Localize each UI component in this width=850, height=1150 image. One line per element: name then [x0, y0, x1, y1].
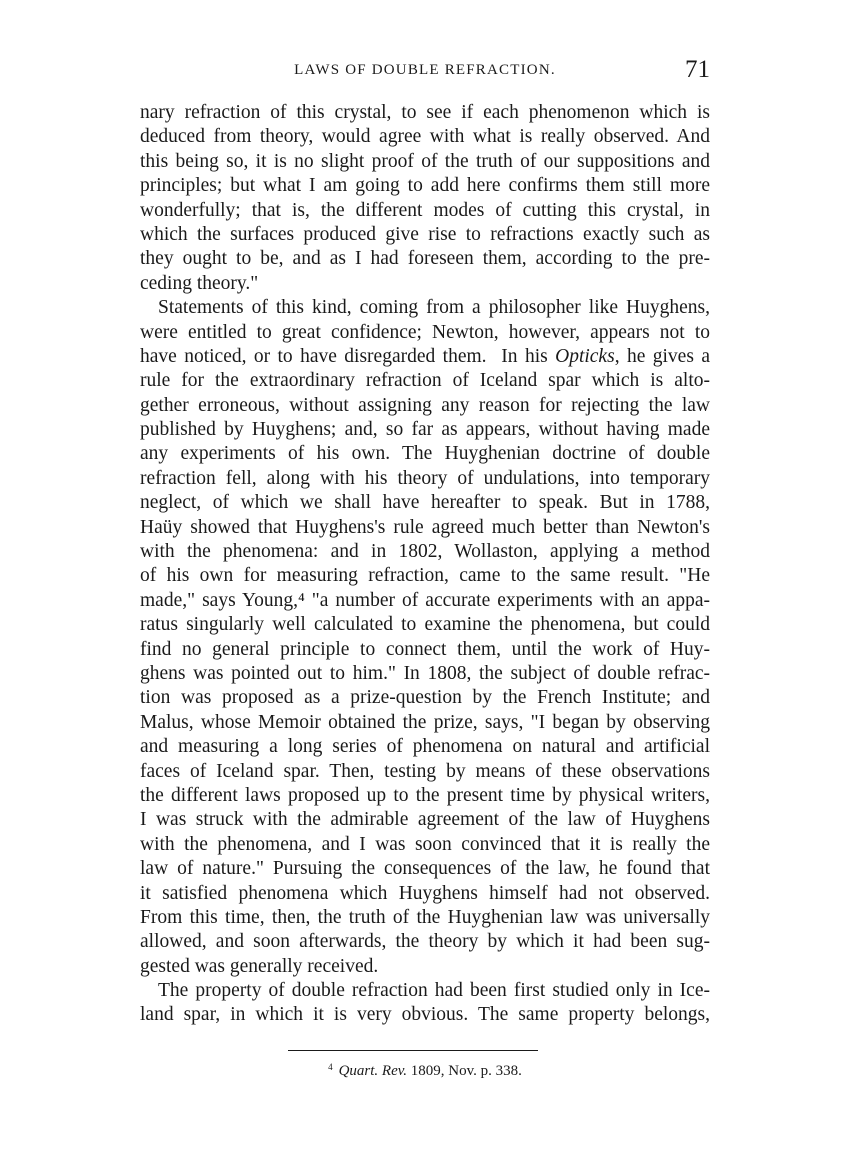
text-line: published by Huyghens; and, so far as appears, without having made	[140, 419, 710, 441]
text-line: this being so, it is no slight proof of the truth of our suppositions and	[140, 150, 710, 172]
text-line: ghens was pointed out to him." In 1808, the subject of double refrac-	[140, 662, 710, 684]
text-line: and measuring a long series of phenomena on natural and artificial	[140, 736, 710, 758]
text-line: From this time, then, the truth of the Huyghenian law was universally	[140, 906, 710, 928]
text-line: Haüy showed that Huyghens's rule agreed much better than Newton's	[140, 516, 710, 538]
text-line: principles; but what I am going to add here confirms them still more	[140, 175, 710, 197]
text-line: neglect, of which we shall have hereafter to speak. But in 1788,	[140, 492, 710, 514]
text-line: of his own for measuring refraction, came to the same result. "He	[140, 565, 710, 587]
text-line: ratus singularly well calculated to examine the phenomena, but could	[140, 614, 710, 636]
text-line: deduced from theory, would agree with what is really observed. And	[140, 126, 710, 148]
text-line: which the surfaces produced give rise to refractions exactly such as	[140, 223, 710, 245]
footnote-rule	[288, 1050, 538, 1051]
text-line: find no general principle to connect them, until the work of Huy-	[140, 638, 710, 660]
text-line: refraction fell, along with his theory of undulations, into temporary	[140, 467, 710, 489]
text-line: any experiments of his own. The Huyghenian doctrine of double	[140, 443, 710, 465]
body-text	[140, 101, 710, 1028]
footnote-italic-quart: Quart.	[338, 1063, 379, 1079]
text-line: land spar, in which it is very obvious. The same property belongs,	[140, 1004, 710, 1026]
footnote-italic-rev: Rev.	[381, 1063, 408, 1079]
text-line: tion was proposed as a prize-question by the French Institute; and	[140, 687, 710, 709]
text-line: they ought to be, and as I had foreseen them, according to the pre-	[140, 248, 710, 270]
text-line: were entitled to great confidence; Newton, however, appears not to	[140, 321, 710, 343]
text-line: with the phenomena, and I was soon convinced that it is really the	[140, 833, 710, 855]
footnote	[140, 1062, 710, 1080]
page-number: 71	[685, 56, 710, 83]
footnote-line	[328, 1062, 522, 1080]
text-line: Malus, whose Memoir obtained the prize, says, "I began by observing	[140, 711, 710, 733]
text-line: wonderfully; that is, the different modes of cutting this crystal, in	[140, 199, 710, 221]
text-line: law of nature." Pursuing the consequences of the law, he found that	[140, 858, 710, 880]
text-line: Statements of this kind, coming from a philosopher like Huyghens,	[158, 297, 710, 319]
running-head: LAWS OF DOUBLE REFRACTION.	[294, 62, 556, 78]
text-line: it satisfied phenomena which Huyghens himself had not observed.	[140, 882, 710, 904]
footnote-marker: 4	[328, 1062, 333, 1072]
text-line: ceding theory."	[140, 272, 259, 294]
text-line: gested was generally received.	[140, 955, 379, 977]
opticks-title: Opticks	[555, 345, 615, 367]
text-line: allowed, and soon afterwards, the theory by which it had been sug-	[140, 931, 710, 953]
text-line-opticks: have noticed, or to have disregarded them. In his Opticks, he gives a	[140, 345, 710, 367]
text-line: nary refraction of this crystal, to see if each phenomenon which is	[140, 102, 710, 123]
page-header	[140, 58, 710, 88]
text-line: The property of double refraction had been first studied only in Ice-	[158, 980, 710, 1002]
text-line: with the phenomena: and in 1802, Wollaston, applying a method	[140, 541, 710, 563]
text-line: made," says Young,⁴ "a number of accurate experiments with an appa-	[140, 589, 710, 611]
footnote-text: Quart. Rev. 1809, Nov. p. 338.	[338, 1063, 522, 1079]
text-line: the different laws proposed up to the present time by physical writers,	[140, 784, 710, 806]
text-line: faces of Iceland spar. Then, testing by means of these observations	[140, 760, 710, 782]
text-line: I was struck with the admirable agreement of the law of Huyghens	[140, 809, 710, 831]
text-line: rule for the extraordinary refraction of Iceland spar which is alto-	[140, 370, 710, 392]
text-line: gether erroneous, without assigning any reason for rejecting the law	[140, 394, 710, 416]
